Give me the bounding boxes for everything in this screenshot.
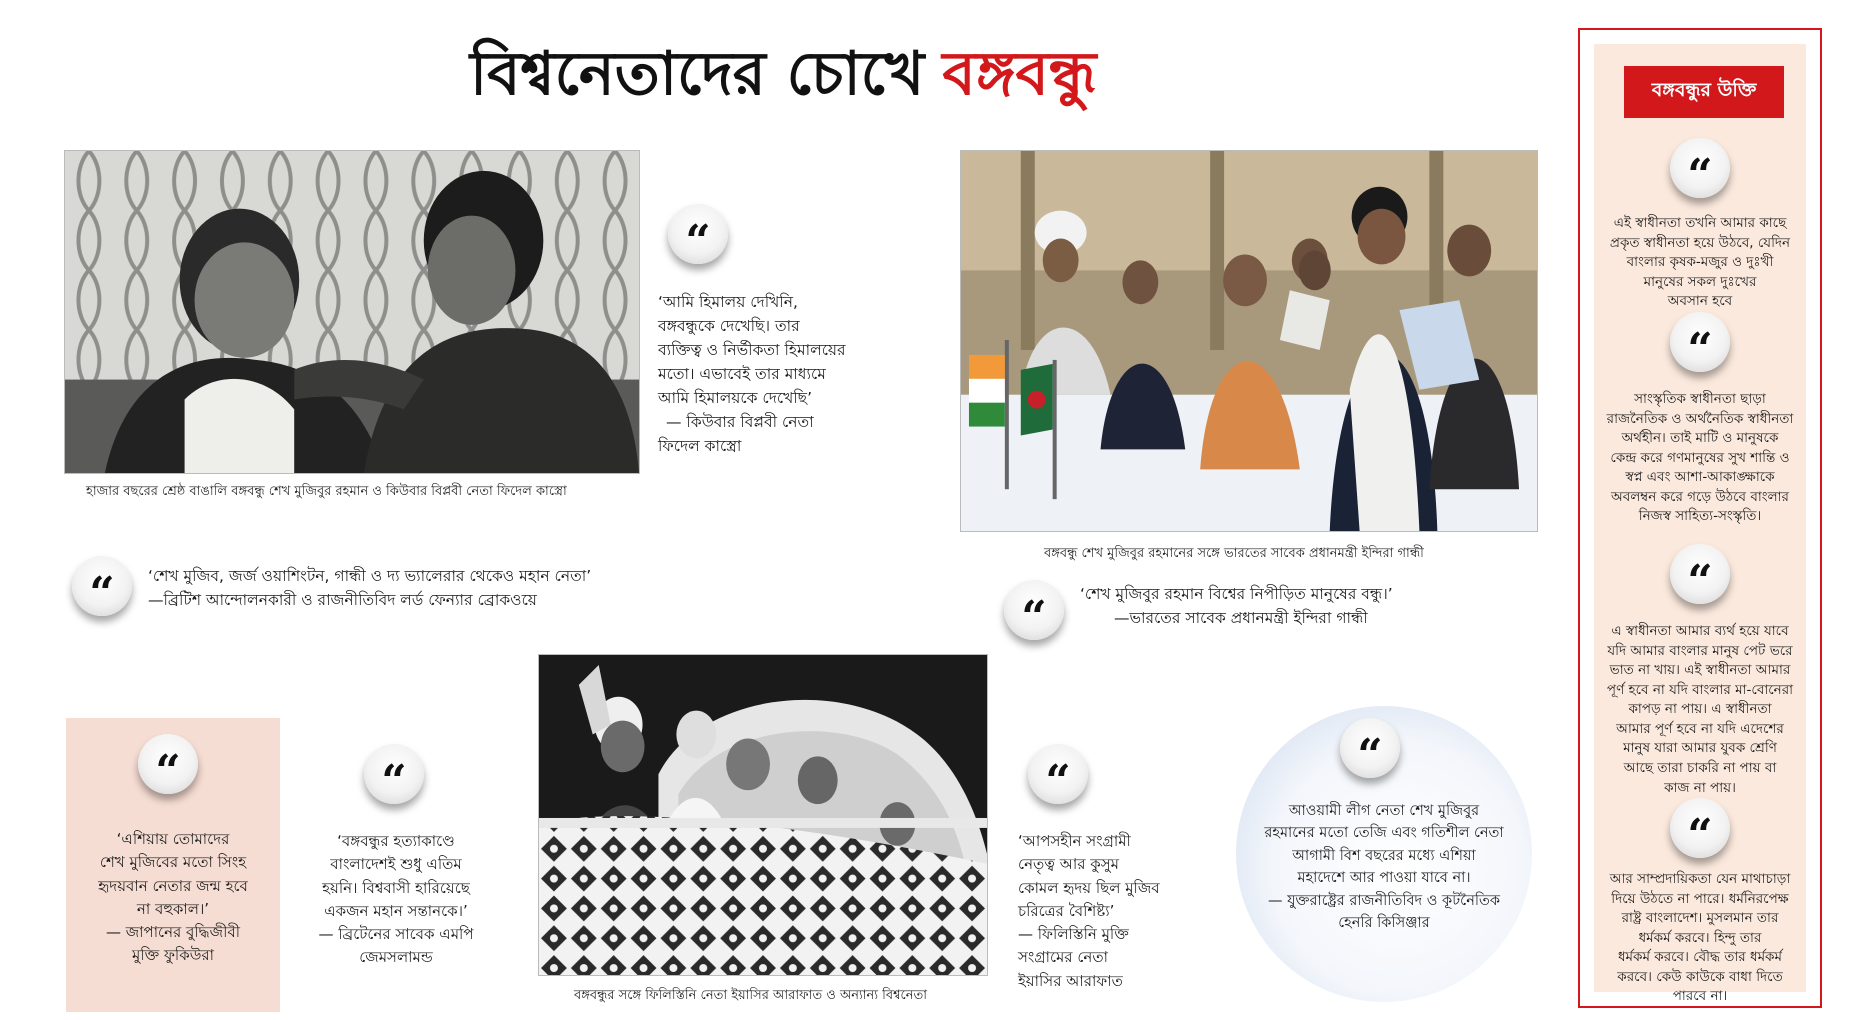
quote-line: এই স্বাধীনতা তখনি আমার কাছে (1613, 215, 1787, 231)
quote-line: পূর্ণ হবে না যদি বাংলার মা-বোনেরা (1606, 681, 1794, 698)
quote-line: হয়নি। বিশ্ববাসী হারিয়েছে (322, 878, 470, 897)
quote-attribution: মুক্তি ফুকিউরা (132, 946, 214, 965)
quote-line: ‘এশিয়ায় তোমাদের (116, 830, 230, 848)
quote-line: বাংলার কৃষক-মজুর ও দুঃখী (1626, 254, 1774, 271)
quote-line: অর্থহীন। তাই মাটি ও মানুষকে (1621, 430, 1779, 447)
quote-text: ‘শেখ মুজিবুর রহমান বিশ্বের নিপীড়িত মানুষের বন্ধু।’ (1080, 585, 1393, 603)
quote-line: যদি আমার বাংলার মানুষ পেট ভরে (1607, 642, 1793, 659)
quote-line: আছে তারা চাকরি না পায় বা (1623, 759, 1777, 776)
sidebar-quote-1 (1604, 214, 1796, 312)
quote-line: স্বপ্ন এবং আশা-আকাঙ্ক্ষাকে (1625, 469, 1775, 486)
quote-line: কাপড় না পায়। এ স্বাধীনতা (1628, 701, 1772, 718)
quote-attribution: জেমসলামন্ড (359, 948, 433, 967)
quote-line: ‘বঙ্গবন্ধুর হত্যাকাণ্ডে (337, 832, 455, 850)
quote-line: নেতৃত্ব আর কুসুম (1018, 855, 1119, 874)
quote-line: ‘আপসহীন সংগ্রামী (1018, 832, 1131, 850)
caption-mujib-indira: বঙ্গবন্ধু শেখ মুজিবুর রহমানের সঙ্গে ভারতের সাবেক প্রধানমন্ত্রী ইন্দিরা গান্ধী (1044, 546, 1424, 561)
sidebar-title: বঙ্গবন্ধুর উক্তি (1624, 66, 1784, 118)
quote-line: কেন্দ্র করে গণমানুষের সুখ শান্তি ও (1610, 449, 1790, 466)
quote-mark-icon: “ (1670, 138, 1730, 198)
quote-attribution: — যুক্তরাষ্ট্রের রাজনীতিবিদ ও কূটনৈতিক (1267, 892, 1501, 909)
headline-highlight: বঙ্গবন্ধু (942, 39, 1097, 109)
quote-line: আওয়ামী লীগ নেতা শেখ মুজিবুর (1288, 803, 1480, 819)
quote-line: কোমল হৃদয় ছিল মুজিব (1018, 878, 1160, 897)
photo-mujib-arafat (538, 654, 988, 976)
quote-line: মহাদেশে আর পাওয়া যাবে না। (1297, 870, 1471, 887)
quote-attribution: — জাপানের বুদ্ধিজীবী (105, 923, 241, 941)
quote-line: আমার পূর্ণ হবে না যদি এদেশের (1616, 720, 1784, 737)
quote-mark-icon: “ (668, 204, 728, 264)
quote-line: রাজনৈতিক ও অর্থনৈতিক স্বাধীনতা (1606, 410, 1794, 427)
quote-castro (658, 290, 888, 458)
quote-line: আগামী বিশ বছরের মধ্যে এশিয়া (1292, 847, 1476, 864)
quote-line: আমি হিমালয়কে দেখেছি’ (658, 389, 812, 408)
quote-attribution: — কিউবার বিপ্লবী নেতা (666, 413, 814, 432)
quote-mark-icon: “ (1004, 580, 1064, 640)
quote-mark-icon: “ (1670, 312, 1730, 372)
quote-mark-icon: “ (1670, 544, 1730, 604)
quote-line: ‘আমি হিমালয় দেখিনি, (658, 293, 798, 311)
quote-line: কাজ না পায়। (1664, 779, 1736, 796)
sidebar-quote-3 (1604, 622, 1796, 798)
quote-line: মানুষ যারা আমার যুবক শ্রেণি (1623, 740, 1777, 757)
photo-mujib-castro (64, 150, 640, 474)
quote-line: চরিত্রের বৈশিষ্ট্য’ (1018, 901, 1115, 920)
quote-line: আর সাম্প্রদায়িকতা যেন মাথাচাড়া (1609, 871, 1791, 887)
quote-line: হৃদয়বান নেতার জন্ম হবে (98, 876, 248, 895)
quote-line: প্রকৃত স্বাধীনতা হয়ে উঠবে, যেদিন (1609, 234, 1791, 251)
headline (470, 28, 1096, 138)
quote-kissinger (1236, 800, 1532, 935)
caption-mujib-castro: হাজার বছরের শ্রেষ্ঠ বাঙালি বঙ্গবন্ধু শেখ মুজিবুর রহমান ও কিউবার বিপ্লবী নেতা ফিদেল কাস্ত্রো (86, 484, 567, 499)
quote-line: বঙ্গবন্ধুকে দেখেছি। তার (658, 317, 800, 336)
quote-mark-icon: “ (364, 744, 424, 804)
quote-line: ভাত না খায়। এই স্বাধীনতা আমার (1609, 662, 1791, 679)
quote-line: ব্যক্তিত্ব ও নির্ভীকতা হিমালয়ের (658, 341, 846, 360)
sidebar-quote-4 (1604, 870, 1796, 1007)
quote-line: মানুষের সকল দুঃখের (1643, 273, 1757, 290)
quote-line: একজন মহান সন্তানকে।’ (324, 901, 468, 920)
quote-attribution: হেনরি কিসিঞ্জার (1338, 915, 1430, 932)
quote-attribution: — ফিলিস্তিনি মুক্তি (1018, 925, 1129, 943)
quote-attribution: ফিদেল কাস্ত্রো (658, 437, 742, 456)
quote-line: অবলম্বন করে গড়ে উঠবে বাংলার (1611, 488, 1789, 505)
quote-line: রাষ্ট্র বাংলাদেশ। মুসলমান তার (1621, 910, 1779, 927)
quote-brockway (148, 564, 708, 612)
quote-indira (1080, 582, 1540, 630)
quote-text: ‘শেখ মুজিব, জর্জ ওয়াশিংটন, গান্ধী ও দ্য ভ্যালেরার থেকেও মহান নেতা’ (148, 567, 592, 585)
quote-attribution: —ভারতের সাবেক প্রধানমন্ত্রী ইন্দিরা গান্ধী (1114, 609, 1368, 628)
sidebar-bangabandhu-quotes (1578, 28, 1822, 1008)
quote-mark-icon: “ (1028, 744, 1088, 804)
quote-arafat (1018, 830, 1214, 993)
quote-line: না বহুকাল।’ (136, 899, 210, 918)
quote-line: ধর্মকর্ম করবে। বৌদ্ধ তার ধর্মকর্ম (1617, 949, 1783, 966)
quote-line: পারবে না। (1672, 988, 1728, 1005)
quote-mark-icon: “ (72, 556, 132, 616)
quote-line: করবে। কেউ কাউকে বাধা দিতে (1617, 968, 1783, 985)
quote-mark-icon: “ (138, 734, 198, 794)
quote-line: নিজস্ব সাহিত্য-সংস্কৃতি। (1638, 508, 1762, 525)
photo-mujib-indira (960, 150, 1538, 532)
quote-line: বাংলাদেশই শুধু এতিম (330, 855, 462, 874)
quote-attribution: — ব্রিটেনের সাবেক এমপি (318, 925, 474, 943)
quote-james (298, 830, 494, 970)
quote-line: অবসান হবে (1667, 293, 1733, 310)
quote-line: সাংস্কৃতিক স্বাধীনতা ছাড়া (1634, 391, 1766, 407)
quote-mark-icon: “ (1340, 718, 1400, 778)
quote-attribution: সংগ্রামের নেতা (1018, 948, 1108, 967)
sidebar-panel (1594, 44, 1806, 1005)
quote-line: মতো। এভাবেই তার মাধ্যমে (658, 365, 826, 384)
quote-attribution: —ব্রিটিশ আন্দোলনকারী ও রাজনীতিবিদ লর্ড ফেন্যার ব্রোকওয়ে (148, 591, 537, 610)
quote-line: দিয়ে উঠতে না পারে। ধর্মনিরপেক্ষ (1611, 890, 1789, 907)
quote-line: শেখ মুজিবের মতো সিংহ (99, 853, 247, 872)
quote-fukuura (70, 828, 276, 968)
headline-text: বিশ্বনেতাদের চোখে (470, 39, 925, 109)
quote-line: রহমানের মতো তেজি এবং গতিশীল নেতা (1264, 825, 1504, 842)
quote-attribution: ইয়াসির আরাফাত (1018, 971, 1123, 990)
sidebar-quote-2 (1604, 390, 1796, 527)
caption-mujib-arafat: বঙ্গবন্ধুর সঙ্গে ফিলিস্তিনি নেতা ইয়াসির আরাফাত ও অন্যান্য বিশ্বনেতা (574, 988, 928, 1003)
quote-line: ধর্মকর্ম করবে। হিন্দু তার (1638, 929, 1762, 946)
quote-mark-icon: “ (1670, 798, 1730, 858)
quote-line: এ স্বাধীনতা আমার ব্যর্থ হয়ে যাবে (1611, 623, 1789, 639)
